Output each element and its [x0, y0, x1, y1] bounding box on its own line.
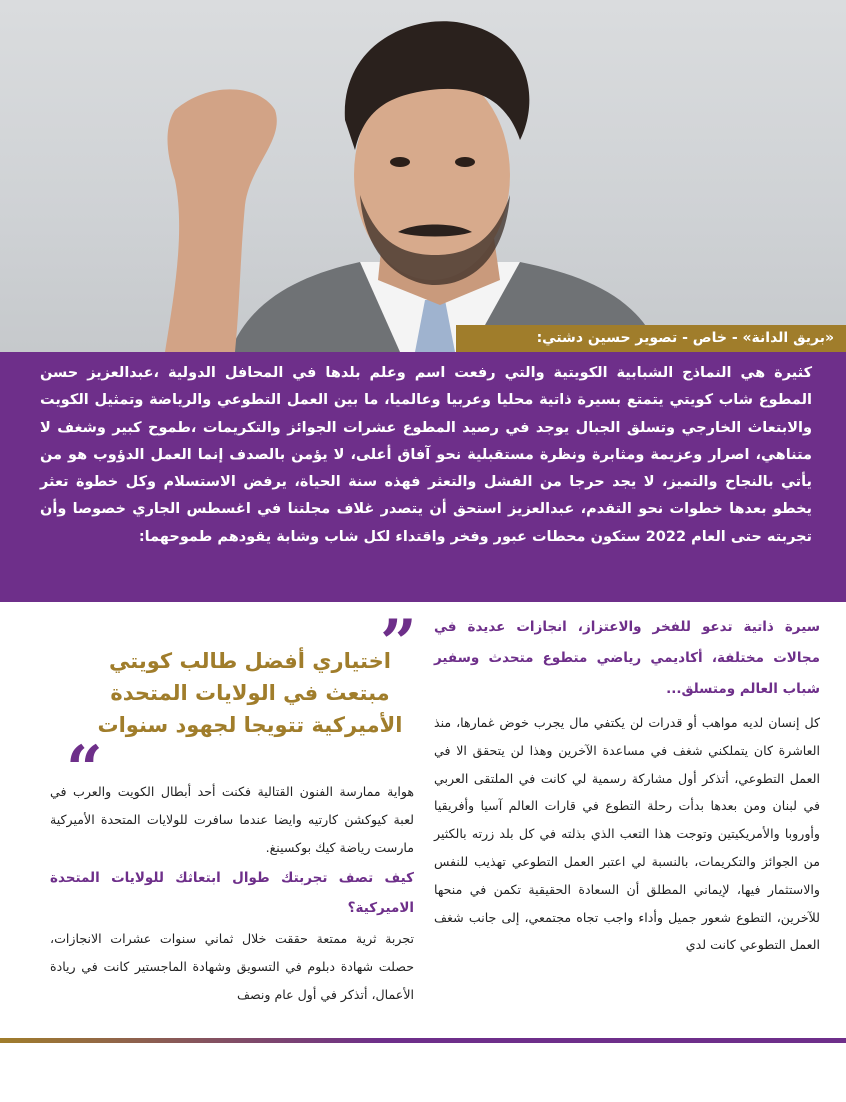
bottom-divider	[0, 1038, 846, 1043]
left-body-paragraph-2: تجربة ثرية ممتعة حققت خلال ثماني سنوات عشرات الانجازات، حصلت شهادة دبلوم في التسويق وشهادة الماجستير كانت في ريادة الأعمال، أتذكر في أول عام ونصف	[50, 931, 414, 1002]
quote-close-icon: “	[66, 732, 103, 807]
right-column	[434, 612, 820, 959]
lead-paragraph: سيرة ذاتية تدعو للفخر والاعتزاز، انجازات عديدة في مجالات مختلفة، أكاديمي رياضي متطوع متحدث وسفير شباب العالم ومتسلق...	[434, 619, 820, 697]
quote-open-icon: ”	[380, 606, 417, 681]
photo-caption: «بريق الدانة» - خاص - تصوير حسين دشتي:	[456, 325, 846, 352]
interview-question: كيف تصف تجربتك طوال ابتعاثك للولايات المتحدة الاميركية؟	[50, 870, 414, 917]
portrait-photo-icon	[0, 0, 846, 352]
right-body-paragraph: كل إنسان لديه مواهب أو قدرات لن يكتفي مال يجرب خوض غمارها، منذ العاشرة كان يتملكني شغف في مساعدة الآخرين وهذا لن يتحقق الا في العمل التطوعي، أتذكر أول مشاركة رسمية لي كانت في الملتقى العربي في لبنان ومن بعدها بدأت رحلة التطوع في قارات العالم آسيا وأفريقيا وأوروبا والأمريكيتين وتوجت هذا التعب الذي بذلته في كل بلد زرته بالكثير من الجوائز والتكريمات، بالنسبة لي اعتبر العمل التطوعي تهذيب للنفس والاستثمار فيها، لإيماني المطلق أن السعادة الحقيقية تكمن في منحها للآخرين، التطوع شعور جميل وأداء واجب تجاه مجتمعي، إلى جانب شغف العمل التطوعي كانت لدي	[434, 715, 820, 953]
left-body-paragraph-1: هواية ممارسة الفنون القتالية فكنت أحد أبطال الكويت والعرب في لعبة كيوكشن كارتيه وايضا عندما سافرت للولايات المتحدة الأميركية مارست رياضة كيك بوكسينغ.	[50, 784, 414, 855]
portrait-photo	[0, 0, 846, 352]
intro-block	[0, 352, 846, 602]
pull-quote: اختياري أفضل طالب كويتي مبتعث في الولايات المتحدة الأميركية تتويجا لجهود سنوات	[97, 649, 403, 737]
left-eye	[390, 157, 410, 167]
intro-paragraph: كثيرة هي النماذج الشبابية الكويتية والتي رفعت اسم وعلم بلدها في المحافل الدولية ،عبدالعزيز حسن المطوع شاب كويتي يتمتع بسيرة ذاتية محليا وعربيا وعالميا، ما بين العمل التطوعي والرياضة وتمثيل الكويت والابتعاث الخارجي وتسلق الجبال يوجد في رصيد المطوع عشرات الجوائز والتكريمات ،طموح كبير وشغف لا متناهي، اصرار وعزيمة ومثابرة ونظرة مستقبلية نحو آفاق أعلى، لا يؤمن بالصدف إنما العمل الدؤوب هو من يأتي بالنجاح والتميز، لا يجد حرجا من الفشل والتعثر فهذه سنة الحياة، يرفض الاستسلام وكل خطوة تعثر يخطو بعدها خطوات نحو التقدم، عبدالعزيز استحق أن يتصدر غلاف مجلتنا في اغسطس الجاري خصوصا وأن تجربته حتى العام 2022 ستكون محطات عبور وفخر واقتداء لكل شاب وشابة يقودهم طموحهما:	[40, 365, 812, 545]
left-column	[50, 778, 414, 1009]
right-eye	[455, 157, 475, 167]
